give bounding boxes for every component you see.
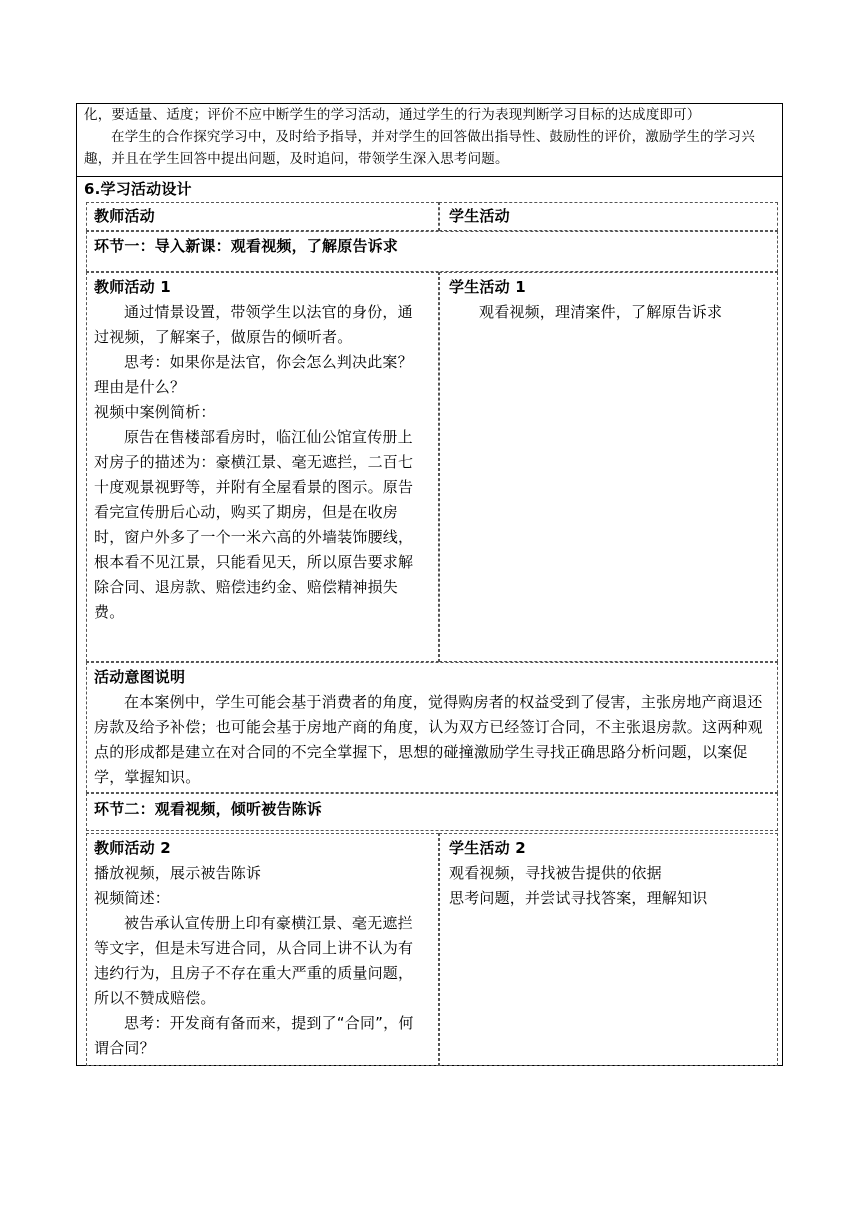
stage1-teacher-content	[94, 275, 416, 625]
intro-line: 化，要适量、适度；评价不应中断学生的学习活动，通过学生的行为表现判断学习目标的达成度即可）	[84, 107, 701, 123]
stage1-title-cell	[86, 231, 778, 272]
stage1-student-p1: 观看视频，理清案件，了解原告诉求	[479, 303, 723, 321]
stage1-teacher-cell	[86, 272, 439, 662]
stage2-teacher-l2: 视频简述：	[94, 889, 171, 907]
header-student: 学生活动	[449, 207, 510, 225]
stage1-teacher-p2: 思考：如果你是法官，你会怎么判决此案？理由是什么？	[94, 353, 413, 396]
stage2-teacher-p2: 思考：开发商有备而来，提到了“合同”，何谓合同？	[94, 1014, 414, 1057]
stage2-teacher-l1: 播放视频，展示被告陈诉	[94, 864, 262, 882]
intent-content	[94, 665, 770, 790]
stage2-teacher-p1: 被告承认宣传册上印有豪横江景、毫无遮拦等文字，但是未写进合同，从合同上讲不认为有违约行为，且房子不存在重大严重的质量问题，所以不赞成赔偿。	[94, 914, 414, 1007]
stage1-student-title: 学生活动 1	[449, 278, 526, 296]
header-teacher: 教师活动	[94, 207, 155, 225]
stage1-teacher-label: 视频中案例简析：	[94, 403, 216, 421]
stage2-student-content	[449, 836, 769, 911]
section-title: 6.学习活动设计	[84, 180, 192, 198]
stage1-teacher-p3: 原告在售楼部看房时，临江仙公馆宣传册上对房子的描述为：豪横江景、毫无遮拦，二百七十度观景视野等，并附有全屋看景的图示。原告看完宣传册后心动，购买了期房，但是在收房时，窗户外多了一个一米六高的外墙装饰腰线，根本看不见江景，只能看见天，所以原告要求解除合同、退房款、赔偿违约金、赔偿精神损失费。	[94, 428, 414, 621]
stage2-student-l1: 观看视频，寻找被告提供的依据	[449, 864, 662, 882]
intent-cell	[86, 662, 778, 793]
stage2-title-cell	[86, 793, 778, 831]
stage1-title: 环节一：导入新课：观看视频，了解原告诉求	[94, 237, 399, 255]
header-teacher-cell	[86, 202, 439, 231]
intent-paragraph: 在本案例中，学生可能会基于消费者的角度，觉得购房者的权益受到了侵害，主张房地产商退还房款及给予补偿；也可能会基于房地产商的角度，认为双方已经签订合同，不主张退房款。这两种观点的形成都是建立在对合同的不完全掌握下，思想的碰撞激励学生寻找正确思路分析问题，以案促学，掌握知识。	[94, 693, 763, 786]
intro-paragraph: 在学生的合作探究学习中，及时给予指导，并对学生的回答做出指导性、鼓励性的评价，激励学生的学习兴趣，并且在学生回答中提出问题，及时追问，带领学生深入思考问题。	[84, 129, 755, 167]
stage2-student-cell	[439, 833, 778, 1066]
stage2-student-title: 学生活动 2	[449, 839, 526, 857]
stage1-student-content	[449, 275, 769, 325]
stage2-teacher-title: 教师活动 2	[94, 839, 171, 857]
header-student-cell	[439, 202, 778, 231]
stage2-student-l2: 思考问题，并尝试寻找答案，理解知识	[449, 889, 708, 907]
stage2-teacher-content	[94, 836, 416, 1061]
stage1-teacher-title: 教师活动 1	[94, 278, 171, 296]
stage2-title: 环节二：观看视频，倾听被告陈诉	[94, 800, 323, 818]
stage2-teacher-cell	[86, 833, 439, 1066]
stage1-teacher-p1: 通过情景设置，带领学生以法官的身份，通过视频，了解案子，做原告的倾听者。	[94, 303, 413, 346]
intent-title: 活动意图说明	[94, 668, 186, 686]
stage1-student-cell	[439, 272, 778, 662]
intro-block	[84, 104, 776, 170]
